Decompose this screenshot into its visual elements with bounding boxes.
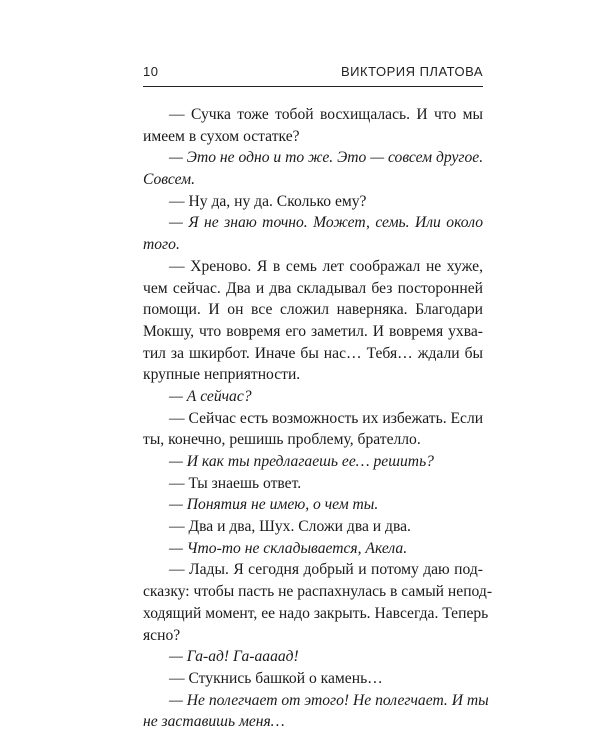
text-line: ты, конечно, решишь проблему, брателло. bbox=[143, 431, 421, 449]
text-line: Совсем. bbox=[143, 171, 195, 189]
text-line: — Не полегчает от этого! Не полегчает. И ты bbox=[169, 691, 489, 709]
running-header bbox=[143, 64, 483, 84]
text-line: — Га-ад! Га-аааад! bbox=[169, 648, 299, 666]
text-line: — Понятия не имею, о чем ты. bbox=[169, 496, 379, 514]
text-line: — Стукнись башкой о камень… bbox=[169, 669, 383, 687]
body-text bbox=[143, 104, 493, 733]
text-line: того. bbox=[143, 236, 180, 254]
text-line: имеем в сухом остатке? bbox=[143, 127, 300, 145]
text-line: — А сейчас? bbox=[169, 387, 252, 405]
text-line: — Сучка тоже тобой восхищалась. И что мы bbox=[169, 106, 483, 123]
text-line: — Хреново. Я в семь лет соображал не хуже, bbox=[169, 257, 483, 275]
text-line: ясно? bbox=[143, 626, 181, 644]
text-line: — Что-то не складывается, Акела. bbox=[169, 539, 408, 557]
text-line: — И как ты предлагаешь ее… решить? bbox=[169, 453, 434, 470]
text-line: чем сейчас. Два и два складывал без посторонней bbox=[143, 279, 483, 297]
text-line: — Ты знаешь ответ. bbox=[169, 474, 302, 492]
text-line: — Два и два, Шух. Сложи два и два. bbox=[169, 518, 411, 536]
text-line: — Лады. Я сегодня добрый и потому даю под- bbox=[169, 561, 483, 579]
text-line: сказку: чтобы пасть не распахнулась в самый непод- bbox=[143, 583, 493, 601]
page-number: 10 bbox=[143, 64, 159, 79]
author-name: ВИКТОРИЯ ПЛАТОВА bbox=[341, 64, 483, 79]
text-line: — Я не знаю точно. Может, семь. Или около bbox=[169, 214, 483, 232]
text-line: помощи. И он все сложил наверняка. Благодари bbox=[143, 301, 483, 319]
text-line: — Это не одно и то же. Это — совсем другое. bbox=[169, 149, 484, 167]
text-line: Мокшу, что вовремя его заметил. И вовремя ухва- bbox=[143, 322, 483, 340]
text-line: ходящий момент, ее надо закрыть. Навсегда. Теперь bbox=[143, 604, 489, 622]
text-line: — Сейчас есть возможность их избежать. Если bbox=[169, 409, 484, 427]
text-line: крупные неприятности. bbox=[143, 366, 301, 384]
text-line: не заставишь меня… bbox=[143, 713, 285, 731]
header-rule bbox=[143, 86, 483, 87]
text-line: тил за шкирбот. Иначе бы нас… Тебя… ждали бы bbox=[143, 344, 483, 362]
text-line: — Ну да, ну да. Сколько ему? bbox=[169, 192, 367, 210]
